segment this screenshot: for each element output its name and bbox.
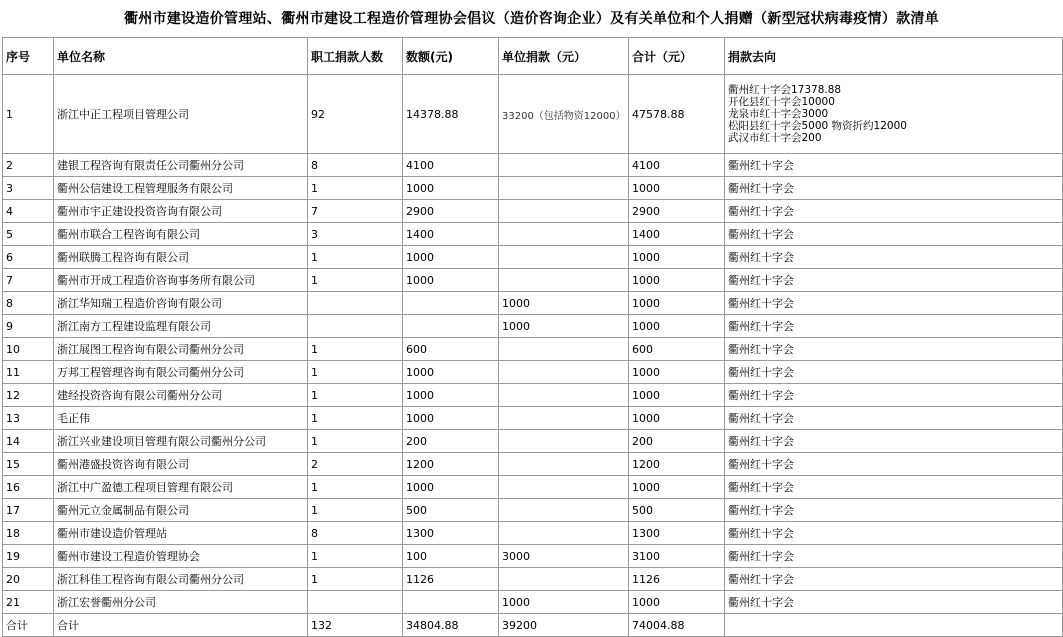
amount-cell[interactable]: 1126 <box>403 568 499 591</box>
amount-cell[interactable]: 1000 <box>403 177 499 200</box>
table-row <box>3 246 1063 269</box>
total-cell[interactable]: 47578.88 <box>629 75 725 154</box>
total-cell[interactable]: 1000 <box>629 384 725 407</box>
unit-donation-cell[interactable] <box>499 384 629 407</box>
destination-cell[interactable]: 衢州红十字会 <box>725 476 1063 499</box>
total-cell[interactable]: 1126 <box>629 568 725 591</box>
table-row <box>3 315 1063 338</box>
seq-cell[interactable]: 7 <box>3 269 54 292</box>
total-cell[interactable]: 500 <box>629 499 725 522</box>
table-row <box>3 75 1063 154</box>
count-cell[interactable]: 1 <box>308 545 403 568</box>
count-cell[interactable]: 1 <box>308 269 403 292</box>
count-cell[interactable]: 1 <box>308 338 403 361</box>
name-cell[interactable]: 衢州市联合工程咨询有限公司 <box>54 223 308 246</box>
amount-cell[interactable]: 1000 <box>403 361 499 384</box>
amount-cell[interactable]: 100 <box>403 545 499 568</box>
name-cell[interactable]: 浙江展图工程咨询有限公司衢州分公司 <box>54 338 308 361</box>
name-cell[interactable]: 衢州市建设造价管理站 <box>54 522 308 545</box>
total-cell[interactable]: 1400 <box>629 223 725 246</box>
table-row <box>3 177 1063 200</box>
count-cell[interactable] <box>308 292 403 315</box>
seq-cell[interactable]: 4 <box>3 200 54 223</box>
unit-donation-cell[interactable] <box>499 177 629 200</box>
destination-cell[interactable]: 衢州红十字会 <box>725 177 1063 200</box>
seq-cell[interactable]: 20 <box>3 568 54 591</box>
name-cell[interactable]: 建经投资咨询有限公司衢州分公司 <box>54 384 308 407</box>
unit-donation-cell[interactable] <box>499 499 629 522</box>
amount-cell[interactable]: 1300 <box>403 522 499 545</box>
unit-donation-cell[interactable] <box>499 338 629 361</box>
destination-cell[interactable]: 衢州红十字会 <box>725 384 1063 407</box>
header-total[interactable]: 合计（元） <box>629 38 725 75</box>
destination-line: 开化县红十字会10000 <box>728 96 835 108</box>
unit-donation-cell[interactable] <box>499 430 629 453</box>
table-row <box>3 453 1063 476</box>
seq-cell[interactable]: 12 <box>3 384 54 407</box>
count-cell[interactable]: 132 <box>308 614 403 637</box>
seq-cell[interactable]: 8 <box>3 292 54 315</box>
amount-cell[interactable]: 600 <box>403 338 499 361</box>
total-row <box>3 614 1063 637</box>
unit-donation-cell[interactable]: 1000 <box>499 591 629 614</box>
unit-donation-cell[interactable]: 39200 <box>499 614 629 637</box>
count-cell[interactable]: 1 <box>308 407 403 430</box>
unit-donation-cell[interactable]: 3000 <box>499 545 629 568</box>
seq-cell[interactable]: 6 <box>3 246 54 269</box>
count-cell[interactable]: 3 <box>308 223 403 246</box>
unit-donation-cell[interactable]: 1000 <box>499 292 629 315</box>
header-count[interactable]: 职工捐款人数 <box>308 38 403 75</box>
total-cell[interactable]: 1000 <box>629 591 725 614</box>
name-cell[interactable]: 浙江兴业建设项目管理有限公司衢州分公司 <box>54 430 308 453</box>
table-row <box>3 499 1063 522</box>
total-cell[interactable]: 2900 <box>629 200 725 223</box>
name-cell[interactable]: 建银工程咨询有限责任公司衢州分公司 <box>54 154 308 177</box>
name-cell[interactable]: 浙江科佳工程咨询有限公司衢州分公司 <box>54 568 308 591</box>
destination-cell[interactable] <box>725 75 1063 154</box>
destination-cell[interactable] <box>725 614 1063 637</box>
table-row <box>3 430 1063 453</box>
destination-cell[interactable]: 衢州红十字会 <box>725 591 1063 614</box>
name-cell[interactable]: 万邦工程管理咨询有限公司衢州分公司 <box>54 361 308 384</box>
destination-cell[interactable]: 衢州红十字会 <box>725 315 1063 338</box>
seq-cell[interactable]: 17 <box>3 499 54 522</box>
amount-cell[interactable]: 14378.88 <box>403 75 499 154</box>
total-cell[interactable]: 3100 <box>629 545 725 568</box>
table-row <box>3 200 1063 223</box>
destination-line: 松阳县红十字会5000 物资折约12000 <box>728 120 907 132</box>
unit-donation-cell[interactable] <box>499 453 629 476</box>
name-cell[interactable]: 衢州市建设工程造价管理协会 <box>54 545 308 568</box>
table-row <box>3 384 1063 407</box>
destination-cell[interactable]: 衢州红十字会 <box>725 568 1063 591</box>
amount-cell[interactable]: 34804.88 <box>403 614 499 637</box>
amount-cell[interactable]: 1000 <box>403 246 499 269</box>
total-cell[interactable]: 1000 <box>629 269 725 292</box>
unit-donation-cell[interactable] <box>499 407 629 430</box>
name-cell[interactable]: 衢州元立金属制品有限公司 <box>54 499 308 522</box>
table-row <box>3 223 1063 246</box>
destination-cell[interactable]: 衢州红十字会 <box>725 338 1063 361</box>
total-cell[interactable]: 1000 <box>629 246 725 269</box>
table-row <box>3 545 1063 568</box>
seq-cell[interactable]: 2 <box>3 154 54 177</box>
amount-cell[interactable]: 2900 <box>403 200 499 223</box>
name-cell[interactable]: 衢州联腾工程咨询有限公司 <box>54 246 308 269</box>
total-cell[interactable]: 1300 <box>629 522 725 545</box>
unit-donation-cell[interactable] <box>499 361 629 384</box>
name-cell[interactable]: 合计 <box>54 614 308 637</box>
total-cell[interactable]: 1000 <box>629 177 725 200</box>
amount-cell[interactable]: 1400 <box>403 223 499 246</box>
amount-cell[interactable]: 1200 <box>403 453 499 476</box>
table-row <box>3 292 1063 315</box>
unit-donation-cell[interactable] <box>499 522 629 545</box>
amount-cell[interactable]: 500 <box>403 499 499 522</box>
destination-cell[interactable]: 衢州红十字会 <box>725 430 1063 453</box>
seq-cell[interactable]: 1 <box>3 75 54 154</box>
amount-cell[interactable] <box>403 591 499 614</box>
count-cell[interactable]: 1 <box>308 476 403 499</box>
count-cell[interactable]: 1 <box>308 246 403 269</box>
count-cell[interactable]: 1 <box>308 361 403 384</box>
seq-cell[interactable]: 15 <box>3 453 54 476</box>
table-row <box>3 476 1063 499</box>
destination-line: 龙泉市红十字会3000 <box>728 108 829 120</box>
seq-cell[interactable]: 3 <box>3 177 54 200</box>
table-row <box>3 338 1063 361</box>
destination-cell[interactable]: 衢州红十字会 <box>725 522 1063 545</box>
table-row <box>3 407 1063 430</box>
seq-cell[interactable]: 5 <box>3 223 54 246</box>
destination-cell[interactable]: 衢州红十字会 <box>725 545 1063 568</box>
amount-cell[interactable]: 1000 <box>403 476 499 499</box>
destination-line: 衢州红十字会17378.88 <box>728 84 842 96</box>
count-cell[interactable]: 1 <box>308 568 403 591</box>
name-cell[interactable]: 衢州市开成工程造价咨询事务所有限公司 <box>54 269 308 292</box>
table-row <box>3 522 1063 545</box>
name-cell[interactable]: 毛正伟 <box>54 407 308 430</box>
sheet-title: 衢州市建设造价管理站、衢州市建设工程造价管理协会倡议（造价咨询企业）及有关单位和个人捐赠（新型冠状病毒疫情）款清单 <box>123 11 940 27</box>
total-cell[interactable]: 1000 <box>629 315 725 338</box>
unit-donation-cell[interactable] <box>499 476 629 499</box>
count-cell[interactable]: 1 <box>308 499 403 522</box>
count-cell[interactable]: 7 <box>308 200 403 223</box>
total-cell[interactable]: 1000 <box>629 476 725 499</box>
header-unit-donation[interactable]: 单位捐款（元） <box>499 38 629 75</box>
unit-donation-cell[interactable] <box>499 246 629 269</box>
destination-cell[interactable]: 衢州红十字会 <box>725 246 1063 269</box>
total-cell[interactable]: 1000 <box>629 292 725 315</box>
table-row <box>3 154 1063 177</box>
table-row <box>3 591 1063 614</box>
destination-cell[interactable]: 衢州红十字会 <box>725 453 1063 476</box>
amount-cell[interactable]: 4100 <box>403 154 499 177</box>
header-seq[interactable]: 序号 <box>3 38 54 75</box>
count-cell[interactable]: 1 <box>308 384 403 407</box>
amount-cell[interactable]: 1000 <box>403 384 499 407</box>
unit-donation-cell[interactable]: 1000 <box>499 315 629 338</box>
name-cell[interactable]: 浙江华知瑞工程造价咨询有限公司 <box>54 292 308 315</box>
destination-line: 武汉市红十字会200 <box>728 132 822 144</box>
total-cell[interactable]: 4100 <box>629 154 725 177</box>
total-cell[interactable]: 1000 <box>629 361 725 384</box>
count-cell[interactable] <box>308 315 403 338</box>
unit-donation-cell[interactable]: 33200（包括物资12000） <box>499 75 629 154</box>
seq-cell[interactable]: 16 <box>3 476 54 499</box>
name-cell[interactable]: 浙江宏誉衢州分公司 <box>54 591 308 614</box>
unit-donation-cell[interactable] <box>499 269 629 292</box>
count-cell[interactable]: 8 <box>308 154 403 177</box>
total-cell[interactable]: 1000 <box>629 407 725 430</box>
amount-cell[interactable] <box>403 315 499 338</box>
count-cell[interactable]: 1 <box>308 177 403 200</box>
count-cell[interactable]: 8 <box>308 522 403 545</box>
amount-cell[interactable]: 1000 <box>403 269 499 292</box>
table-row <box>3 269 1063 292</box>
unit-donation-cell[interactable] <box>499 154 629 177</box>
count-cell[interactable] <box>308 591 403 614</box>
unit-donation-cell[interactable] <box>499 223 629 246</box>
unit-donation-cell[interactable] <box>499 568 629 591</box>
seq-cell[interactable]: 合计 <box>3 614 54 637</box>
seq-cell[interactable]: 10 <box>3 338 54 361</box>
destination-cell[interactable]: 衢州红十字会 <box>725 292 1063 315</box>
name-cell[interactable]: 浙江中正工程项目管理公司 <box>54 75 308 154</box>
header-amount[interactable]: 数额(元) <box>403 38 499 75</box>
destination-cell[interactable]: 衢州红十字会 <box>725 200 1063 223</box>
destination-cell[interactable]: 衢州红十字会 <box>725 499 1063 522</box>
seq-cell[interactable]: 19 <box>3 545 54 568</box>
count-cell[interactable]: 1 <box>308 430 403 453</box>
table-row <box>3 361 1063 384</box>
name-cell[interactable]: 浙江南方工程建设监理有限公司 <box>54 315 308 338</box>
header-destination[interactable]: 捐款去向 <box>725 38 1063 75</box>
name-cell[interactable]: 衢州港盛投资咨询有限公司 <box>54 453 308 476</box>
seq-cell[interactable]: 18 <box>3 522 54 545</box>
seq-cell[interactable]: 13 <box>3 407 54 430</box>
total-cell[interactable]: 74004.88 <box>629 614 725 637</box>
amount-cell[interactable]: 1000 <box>403 407 499 430</box>
unit-donation-cell[interactable] <box>499 200 629 223</box>
total-cell[interactable]: 1200 <box>629 453 725 476</box>
destination-cell[interactable]: 衢州红十字会 <box>725 223 1063 246</box>
destination-cell[interactable]: 衢州红十字会 <box>725 154 1063 177</box>
table-row <box>3 568 1063 591</box>
count-cell[interactable]: 2 <box>308 453 403 476</box>
total-cell[interactable]: 200 <box>629 430 725 453</box>
destination-cell[interactable]: 衢州红十字会 <box>725 269 1063 292</box>
seq-cell[interactable]: 21 <box>3 591 54 614</box>
count-cell[interactable]: 92 <box>308 75 403 154</box>
destination-cell[interactable]: 衢州红十字会 <box>725 407 1063 430</box>
header-row <box>3 38 1063 75</box>
donation-table <box>2 37 1063 637</box>
name-cell[interactable]: 衢州公信建设工程管理服务有限公司 <box>54 177 308 200</box>
destination-cell[interactable]: 衢州红十字会 <box>725 361 1063 384</box>
name-cell[interactable]: 浙江中广盈德工程项目管理有限公司 <box>54 476 308 499</box>
total-cell[interactable]: 600 <box>629 338 725 361</box>
amount-cell[interactable]: 200 <box>403 430 499 453</box>
seq-cell[interactable]: 9 <box>3 315 54 338</box>
seq-cell[interactable]: 11 <box>3 361 54 384</box>
name-cell[interactable]: 衢州市宇正建设投资咨询有限公司 <box>54 200 308 223</box>
seq-cell[interactable]: 14 <box>3 430 54 453</box>
amount-cell[interactable] <box>403 292 499 315</box>
header-name[interactable]: 单位名称 <box>54 38 308 75</box>
